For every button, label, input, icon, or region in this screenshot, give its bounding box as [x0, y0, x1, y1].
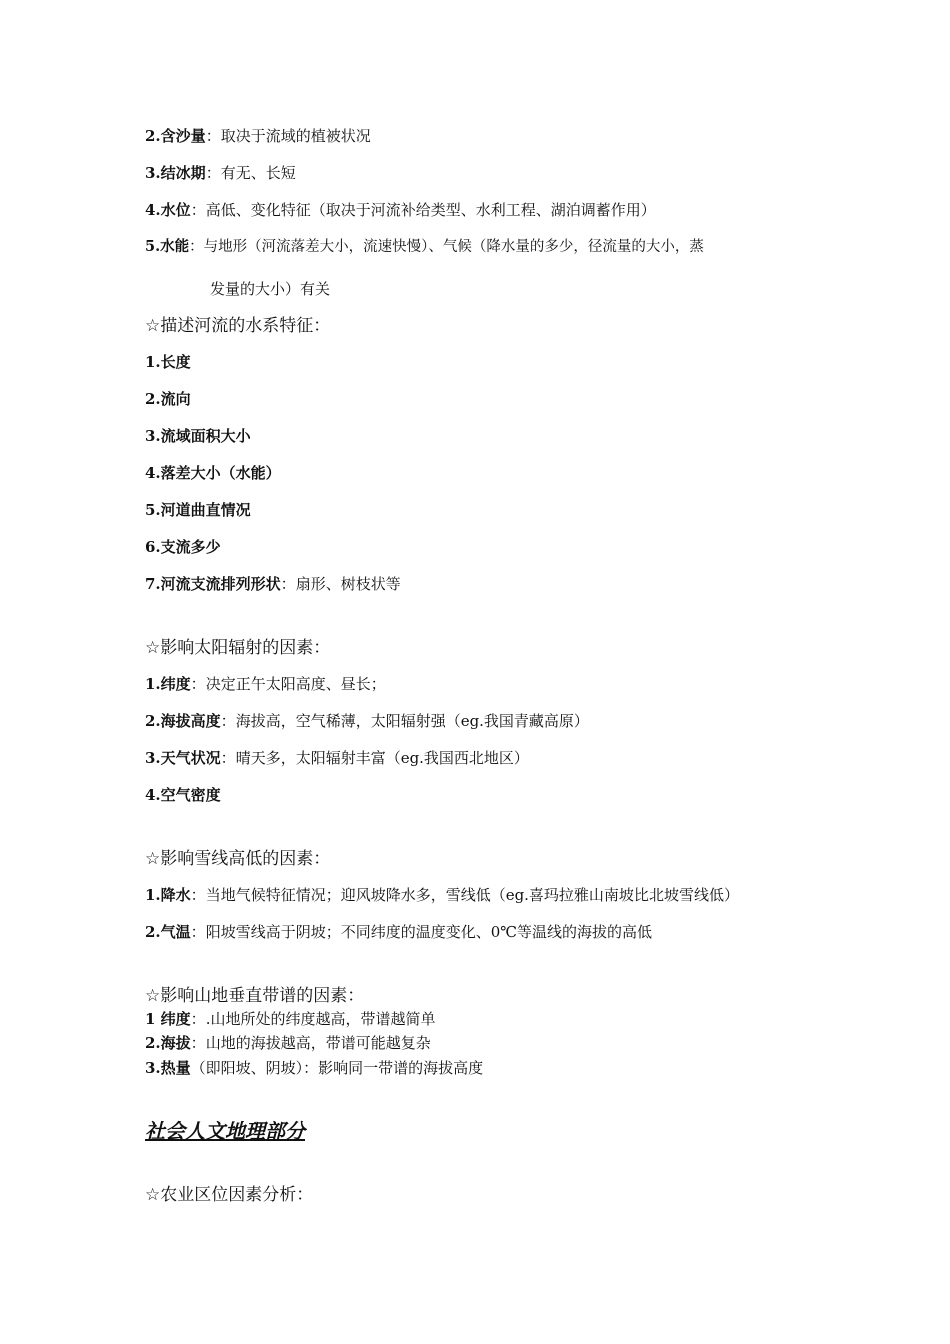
item-sep: ：: [190, 201, 206, 219]
item-sep: ：: [190, 886, 206, 904]
item-key: 3.流域面积大小: [145, 427, 251, 445]
item-sep: ：: [280, 575, 296, 593]
item-text: 扇形、树枝状等: [295, 575, 401, 593]
agri-heading: ☆农业区位因素分析：: [145, 1185, 314, 1205]
item-text: 有无、长短: [220, 164, 296, 182]
solar-heading: ☆影响太阳辐射的因素：: [145, 638, 331, 658]
hydro-item-hydropower: [145, 237, 704, 257]
item-key: 含沙量: [160, 127, 206, 145]
item-key: 4.落差大小（水能）: [145, 464, 281, 482]
item-number: 4.: [145, 201, 161, 219]
hydro-item-sediment: [145, 126, 371, 146]
item-key: 7.河流支流排列形状: [145, 575, 281, 593]
river-system-item: [145, 574, 401, 594]
river-system-item: [145, 537, 221, 557]
item-key: 水能: [160, 238, 190, 255]
snowline-item: [145, 922, 652, 942]
item-key: 3.热量: [145, 1059, 191, 1077]
river-system-item: [145, 352, 191, 372]
snowline-item: [145, 885, 739, 905]
item-key: 1.纬度: [145, 675, 191, 693]
item-key: 2.海拔高度: [145, 712, 221, 730]
item-text: 山地的海拔越高，带谱可能越复杂: [205, 1034, 431, 1052]
vertical-zone-heading: ☆影响山地垂直带谱的因素：: [145, 986, 365, 1006]
section-title: 社会人文地理部分: [145, 1119, 305, 1143]
item-key: 1.长度: [145, 353, 191, 371]
item-key: 6.支流多少: [145, 538, 221, 556]
item-number: 5.: [145, 238, 161, 255]
hydro-item-freeze: [145, 163, 296, 183]
item-sep: ：: [190, 923, 206, 941]
item-key: 2.流向: [145, 390, 191, 408]
snowline-heading: ☆影响雪线高低的因素：: [145, 849, 331, 869]
river-system-item: [145, 500, 251, 520]
item-text: 阳坡雪线高于阴坡；不同纬度的温度变化、0℃等温线的海拔的高低: [205, 923, 653, 941]
item-text: 晴天多，太阳辐射丰富（eg.我国西北地区）: [235, 749, 529, 767]
item-number: 2.: [145, 127, 161, 145]
vertical-zone-item: [145, 1058, 483, 1078]
item-sep: ：: [220, 712, 236, 730]
item-key: 2.海拔: [145, 1034, 191, 1052]
item-key: 结冰期: [160, 164, 206, 182]
item-sep: ：: [190, 1034, 206, 1052]
item-text: 当地气候特征情况；迎风坡降水多，雪线低（eg.喜玛拉雅山南坡比北坡雪线低）: [205, 886, 739, 904]
solar-item: [145, 748, 529, 768]
item-key: 5.河道曲直情况: [145, 501, 251, 519]
vertical-zone-item: [145, 1033, 431, 1053]
item-key: 4.空气密度: [145, 786, 221, 804]
river-system-item: [145, 463, 281, 483]
item-key: 1.降水: [145, 886, 191, 904]
item-text: 高低、变化特征（取决于河流补给类型、水利工程、湖泊调蓄作用）: [205, 201, 656, 219]
item-text: 与地形（河流落差大小，流速快慢）、气候（降水量的多少，径流量的大小，蒸: [203, 239, 704, 255]
item-sep: ：: [220, 749, 236, 767]
solar-item: [145, 674, 386, 694]
item-sep: ：: [189, 239, 204, 255]
item-key: 1 纬度: [145, 1010, 191, 1028]
item-sep: ：: [190, 675, 206, 693]
item-sep: ：: [205, 164, 221, 182]
item-key: 3.天气状况: [145, 749, 221, 767]
hydro-item-water-level: [145, 200, 656, 220]
item-text: .山地所处的纬度越高，带谱越简单: [205, 1010, 436, 1028]
solar-item: [145, 785, 221, 805]
item-text: 决定正午太阳高度、昼长；: [205, 675, 386, 693]
hydro-continuation: 发量的大小）有关: [210, 280, 331, 298]
item-number: 3.: [145, 164, 161, 182]
river-system-item: [145, 389, 191, 409]
item-sep: ：: [205, 127, 221, 145]
item-text: 取决于流域的植被状况: [220, 127, 371, 145]
river-system-heading: ☆描述河流的水系特征：: [145, 316, 331, 336]
item-sep: ：: [190, 1010, 206, 1028]
item-key: 2.气温: [145, 923, 191, 941]
item-key: 水位: [160, 201, 191, 219]
vertical-zone-item: [145, 1009, 435, 1029]
river-system-item: [145, 426, 251, 446]
solar-item: [145, 711, 589, 731]
item-text: （即阳坡、阴坡）：影响同一带谱的海拔高度: [190, 1059, 484, 1077]
item-text: 海拔高，空气稀薄，太阳辐射强（eg.我国青藏高原）: [235, 712, 589, 730]
